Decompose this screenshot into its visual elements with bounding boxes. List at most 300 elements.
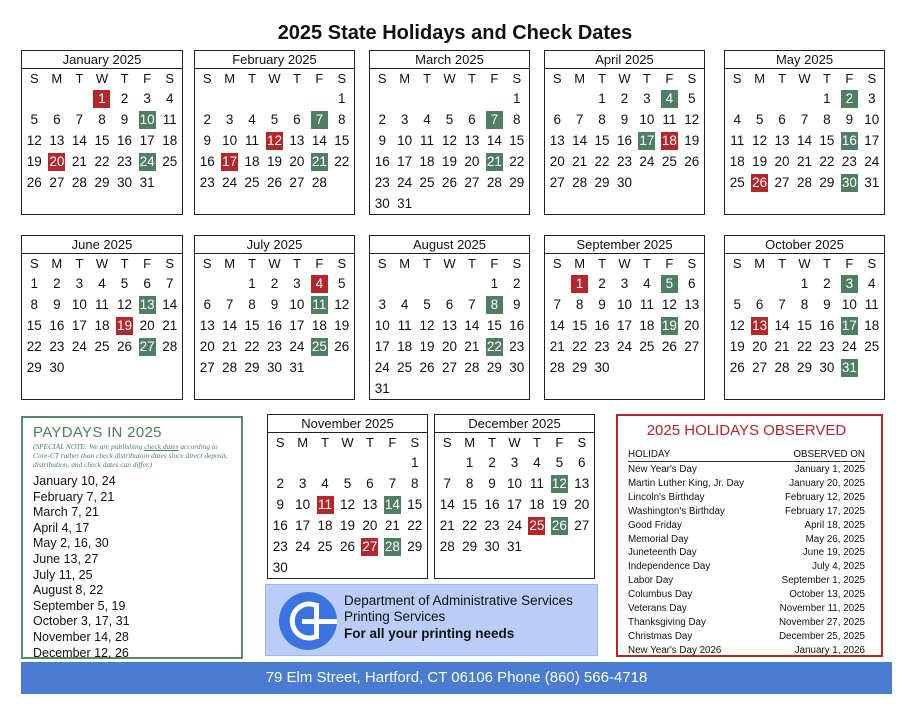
day-number: 19 (752, 153, 768, 169)
day-cell (46, 357, 69, 378)
day-cell (438, 294, 460, 315)
day-number: 16 (117, 132, 133, 148)
day-number: 14 (311, 132, 327, 148)
payday-day: 30 (841, 174, 857, 190)
day-cell (136, 294, 159, 315)
day-number: 22 (334, 153, 350, 169)
weekday-label: S (512, 256, 522, 271)
day-cell (381, 494, 403, 515)
day-number: 11 (420, 132, 435, 148)
day-number: 18 (94, 317, 110, 333)
day-cell (526, 473, 548, 494)
day-number: 26 (729, 359, 745, 375)
weekday-label: S (867, 71, 877, 86)
day-number: 10 (295, 496, 311, 512)
day-cell (46, 336, 69, 357)
day-cell (793, 294, 815, 315)
day-cell (308, 130, 330, 151)
day-number: 26 (117, 338, 133, 354)
day-cell (481, 515, 503, 536)
weekday-label: M (51, 71, 63, 86)
day-number: 20 (362, 517, 378, 533)
day-number: 6 (688, 275, 696, 291)
day-number: 19 (684, 132, 700, 148)
day-number: 20 (774, 153, 790, 169)
weekday-label: F (490, 71, 499, 86)
holiday-date: November 11, 2025 (779, 603, 865, 615)
month-grid (195, 69, 354, 193)
day-cell (748, 294, 770, 315)
weekday-label: S (202, 256, 212, 271)
paydays-title: PAYDAYS IN 2025 (33, 424, 162, 441)
day-cell (548, 473, 570, 494)
day-number: 25 (639, 338, 655, 354)
day-cell (91, 109, 114, 130)
day-cell (681, 88, 703, 109)
day-cell (308, 172, 330, 193)
blank-day (436, 452, 458, 473)
day-cell (136, 151, 159, 172)
day-cell (526, 494, 548, 515)
day-number: 23 (117, 153, 133, 169)
payday-day: 16 (841, 132, 857, 148)
payday-day: 28 (384, 538, 400, 554)
month-calendar (544, 235, 705, 400)
payday-day: 10 (139, 111, 155, 127)
day-cell (286, 357, 308, 378)
day-number: 27 (441, 359, 457, 375)
day-number: 16 (616, 132, 632, 148)
day-number: 8 (823, 111, 831, 127)
day-cell (291, 536, 313, 557)
day-number: 2 (270, 275, 279, 291)
day-number: 13 (574, 475, 590, 491)
blank-day (196, 273, 218, 294)
day-cell (269, 494, 291, 515)
day-number: 15 (94, 132, 110, 148)
day-number: 7 (553, 296, 561, 312)
holiday-day: 17 (222, 153, 238, 169)
day-number: 19 (419, 338, 435, 354)
day-number: 12 (752, 132, 768, 148)
day-cell (436, 515, 458, 536)
day-number: 13 (774, 132, 790, 148)
day-number: 23 (272, 538, 288, 554)
day-cell (546, 151, 568, 172)
day-number: 14 (774, 317, 790, 333)
day-number: 25 (94, 338, 110, 354)
blank-day (393, 88, 415, 109)
day-cell (331, 273, 353, 294)
day-cell (23, 336, 46, 357)
day-cell (816, 172, 838, 193)
blank-day (286, 88, 308, 109)
payday-line: September 5, 19 (33, 598, 126, 613)
holiday-name: New Year's Day 2026 (628, 644, 722, 656)
day-number: 13 (199, 317, 215, 333)
blank-day (726, 88, 748, 109)
day-number: 29 (819, 174, 835, 190)
day-cell (286, 151, 308, 172)
day-number: 14 (549, 317, 565, 333)
day-cell (816, 357, 838, 378)
day-number: 26 (334, 338, 350, 354)
day-number: 3 (298, 475, 307, 491)
day-cell (196, 336, 218, 357)
paydays-note (33, 442, 231, 469)
day-number: 17 (864, 132, 880, 148)
payday-line: May 2, 16, 30 (33, 536, 109, 551)
day-number: 3 (293, 275, 301, 291)
day-cell (458, 473, 480, 494)
day-cell (568, 151, 590, 172)
payday-day: 5 (661, 275, 678, 293)
blank-day (269, 452, 291, 473)
day-number: 9 (378, 132, 386, 148)
day-number: 13 (441, 317, 457, 333)
day-cell (658, 88, 680, 109)
day-cell (483, 109, 505, 130)
payday-day: 14 (384, 496, 400, 512)
weekday-label: S (410, 435, 420, 450)
day-number: 24 (864, 153, 880, 169)
day-cell (506, 357, 528, 378)
holiday-date: December 25, 2025 (778, 630, 865, 642)
day-cell (726, 315, 748, 336)
day-cell (458, 515, 480, 536)
holiday-name: Washington's Birthday (628, 505, 725, 517)
weekday-label: M (399, 71, 411, 86)
day-number: 6 (468, 111, 476, 127)
day-number: 28 (549, 359, 565, 375)
month-title: March 2025 (370, 51, 529, 69)
day-cell (526, 452, 548, 473)
payday-day: 21 (486, 153, 502, 169)
day-number: 9 (276, 496, 284, 512)
day-cell (681, 273, 703, 294)
day-number: 2 (378, 111, 386, 127)
weekday-label: T (423, 256, 432, 271)
day-number: 11 (529, 475, 544, 491)
month-grid (545, 69, 704, 193)
day-cell (636, 151, 658, 172)
day-number: 23 (509, 338, 525, 354)
weekday-label: W (798, 256, 811, 271)
day-cell (91, 151, 114, 172)
day-number: 7 (443, 475, 451, 491)
day-cell (404, 452, 426, 473)
holiday-day: 19 (117, 317, 133, 333)
day-number: 19 (266, 153, 282, 169)
day-cell (113, 109, 136, 130)
holiday-day: 13 (752, 317, 768, 333)
month-title: June 2025 (22, 236, 182, 254)
day-number: 18 (729, 153, 745, 169)
day-number: 18 (529, 496, 545, 512)
day-cell (336, 473, 358, 494)
month-calendar (369, 50, 530, 215)
day-cell (68, 273, 91, 294)
day-number: 5 (120, 275, 129, 291)
holiday-name: Veterans Day (628, 603, 687, 615)
day-number: 5 (423, 296, 431, 312)
weekday-label: T (598, 256, 607, 271)
day-cell (286, 273, 308, 294)
day-cell (506, 130, 528, 151)
month-grid (268, 433, 427, 578)
weekday-label: T (488, 435, 497, 450)
day-cell (771, 336, 793, 357)
weekday-label: W (618, 71, 631, 86)
day-cell (771, 315, 793, 336)
day-number: 4 (423, 111, 431, 127)
day-number: 12 (117, 296, 133, 312)
day-cell (681, 130, 703, 151)
day-cell (263, 294, 285, 315)
day-cell (218, 315, 240, 336)
weekday-label: T (292, 256, 301, 271)
day-cell (416, 109, 438, 130)
day-cell (838, 88, 860, 109)
payday-line: November 14, 28 (33, 629, 129, 644)
blank-day (68, 88, 91, 109)
day-cell (371, 336, 393, 357)
payday-day: 17 (639, 132, 655, 148)
holidays-title: 2025 HOLIDAYS OBSERVED (646, 422, 847, 439)
day-number: 4 (533, 454, 541, 470)
payday-day: 12 (551, 475, 567, 491)
day-cell (506, 109, 528, 130)
day-cell (461, 172, 483, 193)
day-cell (218, 357, 240, 378)
day-number: 12 (334, 296, 350, 312)
day-number: 31 (397, 195, 413, 211)
weekday-label: T (75, 256, 84, 271)
day-cell (571, 515, 593, 536)
day-cell (816, 294, 838, 315)
day-number: 23 (594, 338, 610, 354)
weekday-label: T (120, 71, 129, 86)
day-cell (726, 109, 748, 130)
day-number: 8 (98, 111, 106, 127)
page-title: 2025 State Holidays and Check Dates (277, 22, 633, 44)
day-number: 23 (266, 338, 282, 354)
day-cell (526, 515, 548, 536)
holiday-row (628, 560, 865, 574)
day-cell (591, 315, 613, 336)
day-cell (404, 536, 426, 557)
holiday-name: Labor Day (628, 575, 674, 587)
day-number: 24 (289, 338, 305, 354)
day-cell (46, 151, 69, 172)
day-number: 10 (397, 132, 413, 148)
day-number: 7 (800, 111, 809, 127)
day-number: 9 (620, 111, 629, 127)
day-number: 28 (774, 359, 790, 375)
day-cell (23, 315, 46, 336)
weekday-label: T (365, 435, 374, 450)
day-cell (793, 336, 815, 357)
day-number: 20 (441, 338, 457, 354)
weekday-label: S (337, 71, 347, 86)
blank-day (359, 452, 381, 473)
day-cell (46, 130, 69, 151)
day-number: 9 (120, 111, 129, 127)
day-number: 13 (289, 132, 305, 148)
blank-day (336, 452, 358, 473)
day-cell (546, 130, 568, 151)
day-number: 6 (553, 111, 561, 127)
day-cell (838, 357, 860, 378)
day-cell (91, 88, 114, 109)
payday-line: April 4, 17 (33, 520, 90, 535)
day-cell (381, 515, 403, 536)
day-number: 19 (26, 153, 42, 169)
day-cell (68, 336, 91, 357)
day-number: 16 (272, 517, 288, 533)
day-number: 21 (572, 153, 588, 169)
day-number: 13 (464, 132, 480, 148)
day-number: 3 (143, 90, 151, 106)
day-number: 23 (49, 338, 65, 354)
weekday-label: S (377, 71, 387, 86)
day-cell (308, 336, 330, 357)
day-number: 5 (688, 90, 696, 106)
day-cell (393, 357, 415, 378)
holiday-name: Thanksgiving Day (628, 616, 706, 628)
day-cell (748, 130, 770, 151)
day-cell (838, 336, 860, 357)
day-cell (23, 357, 46, 378)
payday-line: October 3, 17, 31 (33, 614, 130, 629)
paydays-note-suffix: according to Core-CT rather than check distribution dates since direct deposit, distribution, and check dates can differ.) (33, 442, 228, 469)
day-number: 3 (620, 275, 629, 291)
day-number: 2 (53, 275, 61, 291)
day-cell (393, 130, 415, 151)
day-number: 15 (594, 132, 610, 148)
blank-day (308, 88, 330, 109)
day-cell (636, 294, 658, 315)
day-cell (196, 357, 218, 378)
holiday-row (628, 574, 865, 588)
day-cell (359, 536, 381, 557)
weekday-label: W (508, 435, 521, 450)
holiday-row (628, 477, 865, 491)
day-number: 2 (620, 90, 629, 106)
month-calendar (194, 235, 355, 400)
day-number: 3 (510, 454, 519, 470)
payday-line: December 12, 26 (33, 645, 129, 660)
day-number: 16 (594, 317, 610, 333)
day-cell (816, 315, 838, 336)
weekday-label: F (845, 71, 854, 86)
day-number: 30 (819, 359, 835, 375)
day-number: 21 (439, 517, 455, 533)
day-cell (241, 130, 263, 151)
day-cell (771, 151, 793, 172)
holiday-name: Martin Luther King, Jr. Day (628, 477, 744, 489)
weekday-label: M (224, 71, 236, 86)
day-cell (23, 109, 46, 130)
day-cell (23, 130, 46, 151)
day-cell (241, 109, 263, 130)
day-cell (613, 109, 635, 130)
day-number: 9 (513, 296, 521, 312)
day-cell (438, 315, 460, 336)
day-cell (861, 109, 883, 130)
day-number: 1 (598, 90, 606, 106)
holiday-row (628, 644, 865, 658)
day-cell (591, 151, 613, 172)
day-cell (241, 273, 263, 294)
day-number: 30 (374, 195, 390, 211)
day-number: 24 (841, 338, 857, 354)
day-number: 24 (222, 174, 238, 190)
day-number: 1 (490, 275, 499, 291)
holiday-day: 4 (311, 275, 328, 293)
weekday-label: T (778, 256, 787, 271)
day-cell (568, 336, 590, 357)
month-title: August 2025 (370, 236, 529, 254)
day-number: 28 (71, 174, 87, 190)
day-cell (416, 130, 438, 151)
day-cell (371, 151, 393, 172)
day-cell (458, 536, 480, 557)
day-number: 8 (465, 475, 474, 491)
month-grid (725, 69, 884, 193)
day-number: 2 (513, 275, 521, 291)
payday-day: 27 (139, 338, 155, 354)
day-number: 4 (321, 475, 329, 491)
day-cell (483, 172, 505, 193)
day-number: 6 (445, 296, 454, 312)
holiday-date: February 12, 2025 (784, 491, 865, 503)
day-number: 21 (162, 317, 178, 333)
day-cell (68, 172, 91, 193)
day-cell (158, 151, 181, 172)
day-cell (681, 336, 703, 357)
day-number: 20 (199, 338, 215, 354)
day-cell (546, 336, 568, 357)
day-cell (483, 294, 505, 315)
day-number: 31 (139, 174, 155, 190)
blank-day (218, 88, 240, 109)
day-cell (816, 130, 838, 151)
day-number: 19 (729, 338, 745, 354)
day-cell (748, 357, 770, 378)
day-cell (838, 273, 860, 294)
blank-day (196, 88, 218, 109)
day-cell (68, 151, 91, 172)
day-cell (838, 130, 860, 151)
weekday-label: S (377, 256, 387, 271)
day-number: 21 (549, 338, 565, 354)
day-number: 1 (800, 275, 809, 291)
day-number: 30 (616, 174, 632, 190)
blank-day (371, 273, 393, 294)
day-cell (158, 273, 181, 294)
holiday-row (628, 616, 865, 630)
day-number: 26 (26, 174, 42, 190)
day-cell (658, 315, 680, 336)
day-number: 9 (270, 296, 279, 312)
day-number: 28 (572, 174, 588, 190)
day-cell (591, 273, 613, 294)
day-cell (568, 294, 590, 315)
day-number: 28 (796, 174, 812, 190)
day-cell (861, 273, 883, 294)
day-cell (371, 109, 393, 130)
